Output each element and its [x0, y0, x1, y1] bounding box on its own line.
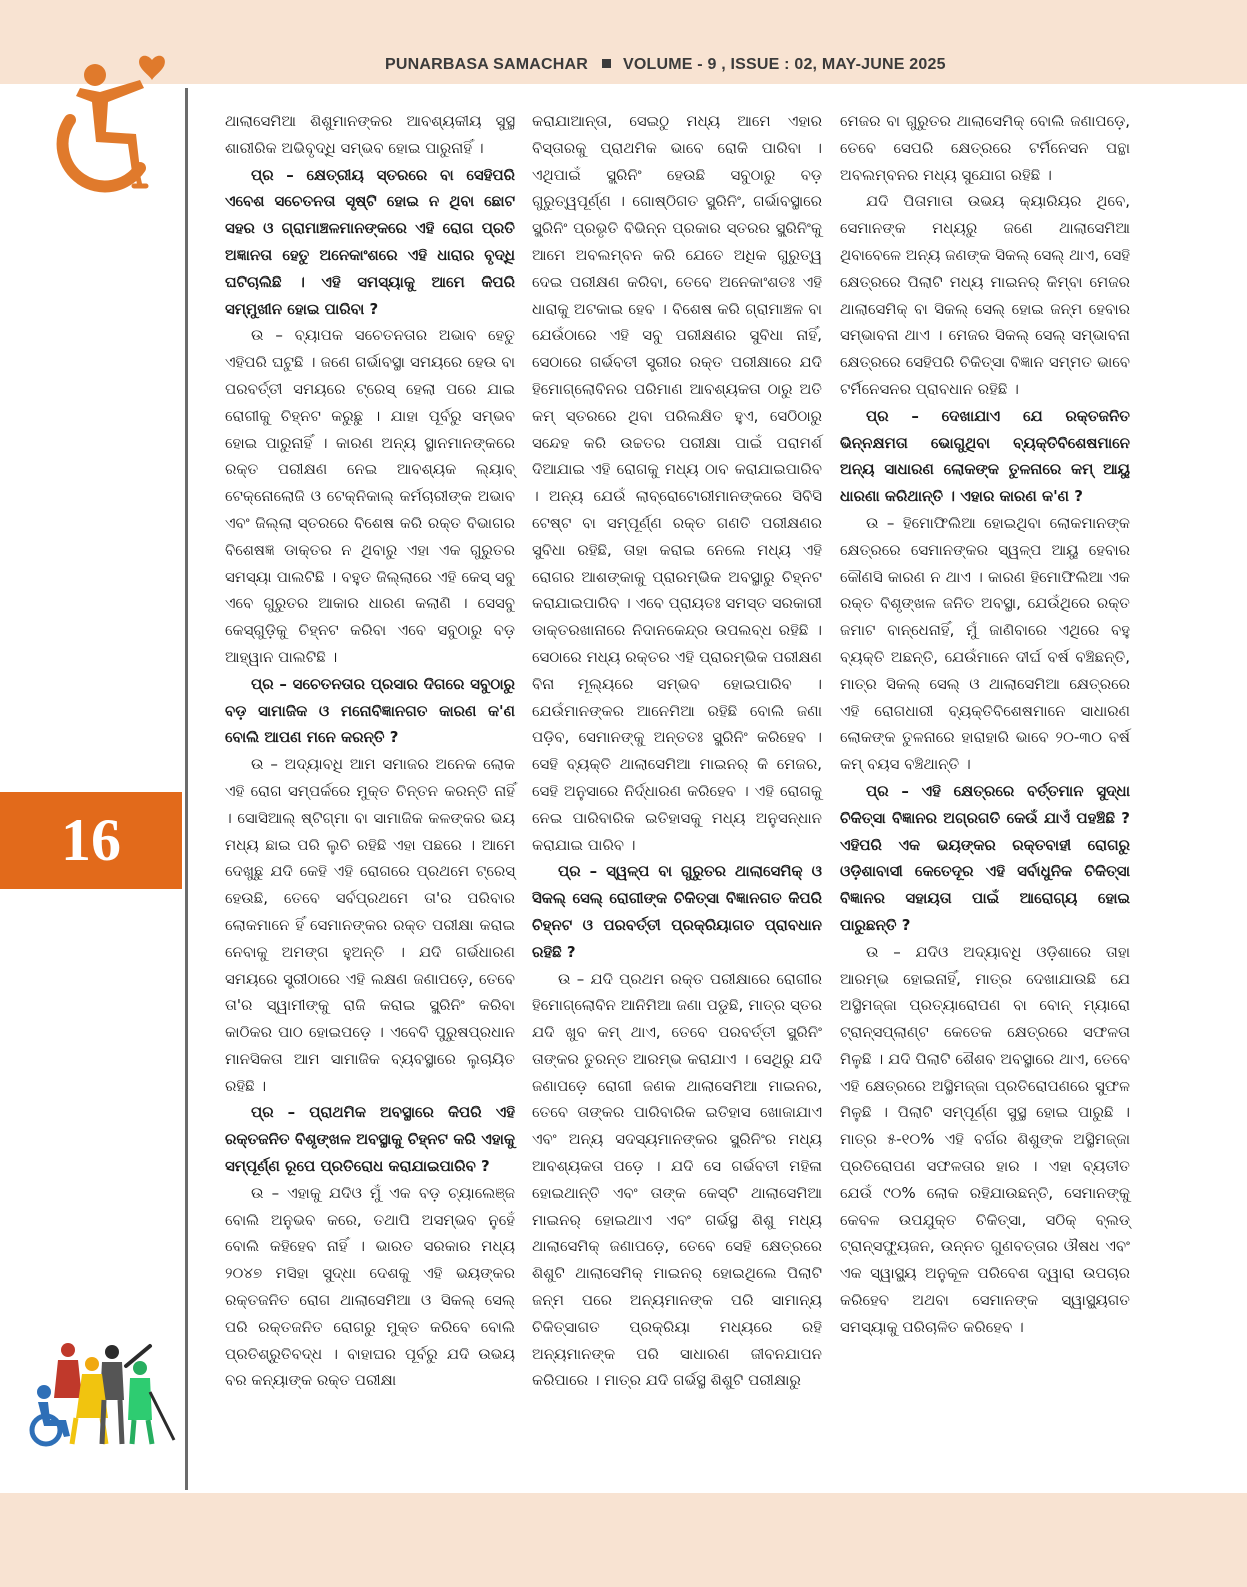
question: ପ୍ର – ସ୍ୱଳ୍ପ ବା ଗୁରୁତର ଥାଲାସେମିକ୍ ଓ ସିକଲ୍ ସେଲ୍ ରୋଗୀଙ୍କ ଚିକିତ୍ସା ବିଜ୍ଞାନଗତ କିପରି ଚିହ୍ନଟ ଓ ପରବର୍ତ୍ତୀ ପ୍ରକ୍ରିୟାଗତ ପ୍ରାବଧାନ ରହିଛି ? [532, 862, 822, 961]
article-column-2 [532, 108, 822, 1394]
answer: ଉ – ଯଦିଓ ଅଦ୍ୟାବଧି ଓଡ଼ିଶାରେ ତାହା ଆରମ୍ଭ ହୋଇନାହିଁ, ମାତ୍ର ଦେଖାଯାଉଛି ଯେ ଅସ୍ଥିମଜ୍ଜା ପ୍ରତ୍ୟାରୋପଣ ବା ବୋନ୍ ମ୍ୟାରୋ ଟ୍ରାନ୍ସପ୍ଲାଣ୍ଟ କେତେକ କ୍ଷେତ୍ରରେ ସଫଳତା ମିଳୁଛି । ଯଦି ପିଲାଟି ଶୈଶବ ଅବସ୍ଥାରେ ଥାଏ, ତେବେ ଏହି କ୍ଷେତ୍ରରେ ଅସ୍ଥିମଜ୍ଜା ପ୍ରତିରୋପଣରେ ସୁଫଳ ମିଳୁଛି । ପିଲାଟି ସମ୍ପୂର୍ଣ୍ଣ ସୁସ୍ଥ ହୋଇ ପାରୁଛି । ମାତ୍ର ୫-୧୦% ଏହି ବର୍ଗର ଶିଶୁଙ୍କ ଅସ୍ଥିମଜ୍ଜା ପ୍ରତିରୋପଣ ସଫଳତାର ହାର । ଏହା ବ୍ୟତୀତ ଯେଉଁ ୯୦% ଲୋକ ରହିଯାଉଛନ୍ତି, ସେମାନଙ୍କୁ କେବଳ ଉପଯୁକ୍ତ ଚିକିତ୍ସା, ସଠିକ୍ ବ୍ଲଡ୍ ଟ୍ରାନ୍ସଫ୍ୟୁଜନ, ଉନ୍ନତ ଗୁଣବତ୍ତାର ଔଷଧ ଏବଂ ଏକ ସ୍ୱାସ୍ଥ୍ୟ ଅନୁକୂଳ ପରିବେଶ ଦ୍ୱାରା ଉପଚାର କରିହେବ ଅଥବା ସେମାନଙ୍କ ସ୍ୱାସ୍ଥ୍ୟଗତ ସମସ୍ୟାକୁ ପରିଚାଳିତ କରିହେବ । [840, 942, 1130, 1336]
answer: ଉ – ଯଦି ପ୍ରଥମ ରକ୍ତ ପରୀକ୍ଷାରେ ରୋଗୀର ହିମୋଗ୍ଲୋବିନ ଆନିମିଆ ଜଣା ପଡୁଛି, ମାତ୍ର ସ୍ତର ଯଦି ଖୁବ କମ୍ ଥାଏ, ତେବେ ପରବର୍ତ୍ତୀ ସ୍କ୍ରିନିଂ ତାଙ୍କର ତୁରନ୍ତ ଆରମ୍ଭ କରାଯାଏ । ସେଥିରୁ ଯଦି ଜଣାପଡ଼େ ରୋଗୀ ଜଣକ ଥାଲାସେମିଆ ମାଇନର, ତେବେ ତାଙ୍କର ପାରିବାରିକ ଇତିହାସ ଖୋଜାଯାଏ ଏବଂ ଅନ୍ୟ ସଦସ୍ୟମାନଙ୍କର ସ୍କ୍ରିନିଂର ମଧ୍ୟ ଆବଶ୍ୟକତା ପଡ଼େ । ଯଦି ସେ ଗର୍ଭବତୀ ମହିଳା ହୋଇଥାନ୍ତି ଏବଂ ତାଙ୍କ କେସ୍‌ଟି ଥାଲାସେମିଆ ମାଇନର୍ ହୋଇଥାଏ ଏବଂ ଗର୍ଭସ୍ଥ ଶିଶୁ ମଧ୍ୟ ଥାଲାସେମିକ୍ ଜଣାପଡ଼େ, ତେବେ ସେହି କ୍ଷେତ୍ରରେ ଶିଶୁଟି ଥାଲାସେମିକ୍ ମାଇନର୍ ହୋଇଥିଲେ ପିଲାଟି ଜନ୍ମ ପରେ ଅନ୍ୟମାନଙ୍କ ପରି ସାମାନ୍ୟ ଚିକିତ୍ସାଗତ ପ୍ରକ୍ରିୟା ମଧ୍ୟରେ ରହି ଅନ୍ୟମାନଙ୍କ ପରି ସାଧାରଣ ଜୀବନଯାପନ କରିପାରେ । ମାତ୍ର ଯଦି ଗର୍ଭସ୍ଥ ଶିଶୁଟି ପରୀକ୍ଷାରୁ [532, 969, 822, 1390]
page-number: 16 [61, 807, 121, 873]
column-divider [185, 88, 188, 1490]
paragraph: କରାଯାଆନ୍ତା, ସେଇଠୁ ମଧ୍ୟ ଆମେ ଏହାର ବିସ୍ତାରକୁ ପ୍ରାଥମିକ ଭାବେ ରୋକି ପାରିବା । ଏଥିପାଇଁ ସ୍କ୍ରିନିଂ ହେଉଛି ସବୁଠାରୁ ବଡ଼ ଗୁରୁତ୍ୱପୂର୍ଣ୍ଣ । ଗୋଷ୍ଠିଗତ ସ୍କ୍ରିନିଂ, ଗର୍ଭାବସ୍ଥାରେ ସ୍କ୍ରିନିଂ ପ୍ରଭୃତି ବିଭିନ୍ନ ପ୍ରକାର ସ୍ତରର ସ୍କ୍ରିନିଂକୁ ଆମେ ଅବଲମ୍ବନ କରି ଯେତେ ଅଧିକ ଗୁରୁତ୍ୱ ଦେଇ ପରୀକ୍ଷଣ କରିବା, ତେବେ ଅନେକାଂଶତଃ ଏହି ଧାରାକୁ ଅଟକାଇ ହେବ । ବିଶେଷ କରି ଗ୍ରାମାଞ୍ଚଳ ବା ଯେଉଁଠାରେ ଏହି ସବୁ ପରୀକ୍ଷଣର ସୁବିଧା ନାହିଁ, ସେଠାରେ ଗର୍ଭବତୀ ସ୍ତ୍ରୀର ରକ୍ତ ପରୀକ୍ଷାରେ ଯଦି ହିମୋଗ୍ଲୋବିନର ପରିମାଣ ଆବଶ୍ୟକତା ଠାରୁ ଅତି କମ୍ ସ୍ତରରେ ଥିବା ପରିଲକ୍ଷିତ ହୁଏ, ସେଠିଠାରୁ ସନ୍ଦେହ କରି ଉଚ୍ଚତର ପରୀକ୍ଷା ପାଇଁ ପରାମର୍ଶ ଦିଆଯାଇ ଏହି ରୋଗକୁ ମଧ୍ୟ ଠାବ କରାଯାଇପାରିବ । ଅନ୍ୟ ଯେଉଁ ଲାବ୍ରୋଟୋରୀମାନଙ୍କରେ ସିବିସି ଟେଷ୍ଟ ବା ସମ୍ପୂର୍ଣ୍ଣ ରକ୍ତ ଗଣତି ପରୀକ୍ଷଣର ସୁବିଧା ରହିଛି, ତାହା କରାଇ ନେଲେ ମଧ୍ୟ ଏହି ରୋଗର ଆଶଙ୍କାକୁ ପ୍ରାରମ୍ଭିକ ଅବସ୍ଥାରୁ ଚିହ୍ନଟ କରାଯାଇପାରିବ । ଏବେ ପ୍ରାୟତଃ ସମସ୍ତ ସରକାରୀ ଡାକ୍ତରଖାନାରେ ନିଦାନକେନ୍ଦ୍ର ଉପଲବ୍ଧ ରହିଛି । ସେଠାରେ ମଧ୍ୟ ରକ୍ତର ଏହି ପ୍ରାରମ୍ଭିକ ପରୀକ୍ଷଣ ବିନା ମୂଲ୍ୟରେ ସମ୍ଭବ ହୋଇପାରିବ । ଯେଉଁମାନଙ୍କର ଆନେମିଆ ରହିଛି ବୋଲି ଜଣା ପଡ଼ିବ, ସେମାନଙ୍କୁ ଅନ୍ତତଃ ସ୍କ୍ରିନିଂ କରିହେବ । ସେହି ବ୍ୟକ୍ତି ଥାଲାସେମିଆ ମାଇନର୍ କି ମେଜର, ସେହି ଅନୁସାରେ ନିର୍ଦ୍ଧାରଣ କରିହେବ । ଏହି ରୋଗକୁ ନେଇ ପାରିବାରିକ ଇତିହାସକୁ ମଧ୍ୟ ଅନୁସନ୍ଧାନ କରାଯାଇ ପାରିବ । [532, 112, 822, 854]
page-number-box [0, 792, 182, 889]
answer: ଉ – ଅଦ୍ୟାବଧି ଆମ ସମାଜର ଅନେକ ଲୋକ ଏହି ରୋଗ ସମ୍ପର୍କରେ ମୁକ୍ତ ଚିନ୍ତନ କରନ୍ତି ନାହିଁ । ସୋସିଆଲ୍ ଷ୍ଟିଗ୍ମା ବା ସାମାଜିକ କଳଙ୍କର ଭୟ ମଧ୍ୟ ଛାଇ ପରି ଲୁଚି ରହିଛି ଏହା ପଛରେ । ଆମେ ଦେଖୁଛୁ ଯଦି କେହି ଏହି ରୋଗରେ ପ୍ରଥମେ ଟ୍ରେସ୍ ହେଉଛି, ତେବେ ସର୍ବପ୍ରଥମେ ତା'ର ପରିବାର ଲୋକମାନେ ହିଁ ସେମାନଙ୍କର ରକ୍ତ ପରୀକ୍ଷା କରାଇ ନେବାକୁ ଅମଙ୍ଗ ହୁଅନ୍ତି । ଯଦି ଗର୍ଭଧାରଣ ସମୟରେ ସ୍ତ୍ରୀଠାରେ ଏହି ଲକ୍ଷଣ ଜଣାପଡ଼େ, ତେବେ ତା'ର ସ୍ୱାମୀଙ୍କୁ ରାଜି କରାଇ ସ୍କ୍ରିନିଂ କରିବା କାଠିକର ପାଠ ହୋଇପଡ଼େ । ଏବେବି ପୁରୁଷପ୍ରଧାନ ମାନସିକତା ଆମ ସାମାଜିକ ବ୍ୟବସ୍ଥାରେ ଲୁଚାୟିତ ରହିଛି । [225, 755, 515, 1095]
question: ପ୍ର – ଏହି କ୍ଷେତ୍ରରେ ବର୍ତ୍ତମାନ ସୁଦ୍ଧା ଚିକିତ୍ସା ବିଜ୍ଞାନର ଅଗ୍ରଗତି କେଉଁ ଯାଏଁ ପହଞ୍ଚିଛି ? ଏହିପରି ଏକ ଭୟଙ୍କର ରକ୍ତବାହୀ ରୋଗରୁ ଓଡ଼ିଶାବାସୀ କେତେଦୂର ଏହି ସର୍ବାଧୁନିକ ଚିକିତ୍ସା ବିଜ୍ଞାନର ସହାୟତା ପାଇଁ ଆରୋଗ୍ୟ ହୋଇ ପାରୁଛନ୍ତି ? [840, 781, 1130, 934]
square-bullet-icon [602, 59, 611, 68]
publication-name: PUNARBASA SAMACHAR [385, 56, 589, 73]
footer-band [0, 1493, 1247, 1587]
paragraph: ଯଦି ପିତାମାତା ଉଭୟ କ୍ୟାରିୟର ଥିବେ, ସେମାନଙ୍କ ମଧ୍ୟରୁ ଜଣେ ଥାଲାସେମିଆ ଥିବାବେଳେ ଅନ୍ୟ ଜଣଙ୍କ ସିକଲ୍ ସେଲ୍ ଥାଏ, ସେହି କ୍ଷେତ୍ରରେ ପିଲାଟି ମଧ୍ୟ ମାଇନର୍ କିମ୍ବା ମେଜର ଥାଲାସେମିକ୍ ବା ସିକଲ୍ ସେଲ୍ ହୋଇ ଜନ୍ମ ହେବାର ସମ୍ଭାବନା ଥାଏ । ମେଜର ସିକଲ୍ ସେଲ୍ ସମ୍ଭାବନା କ୍ଷେତ୍ରରେ ସେହିପରି ଚିକିତ୍ସା ବିଜ୍ଞାନ ସମ୍ମତ ଭାବେ ଟର୍ମିନେସନର ପ୍ରାବଧାନ ରହିଛି । [840, 192, 1130, 398]
article-column-1 [225, 108, 515, 1394]
answer: ଉ – ବ୍ୟାପକ ସଚେତନତାର ଅଭାବ ହେତୁ ଏହିପରି ଘଟୁଛି । ଜଣେ ଗର୍ଭାବସ୍ଥା ସମୟରେ ହେଉ ବା ପରବର୍ତ୍ତୀ ସମୟରେ ଟ୍ରେସ୍ ହେଲା ପରେ ଯାଇ ରୋଗୀକୁ ଚିହ୍ନଟ କରୁଛୁ । ଯାହା ପୂର୍ବରୁ ସମ୍ଭବ ହୋଇ ପାରୁନାହିଁ । କାରଣ ଅନ୍ୟ ସ୍ଥାନମାନଙ୍କରେ ରକ୍ତ ପରୀକ୍ଷଣ ନେଇ ଆବଶ୍ୟକ ଲ୍ୟାବ୍ ଟେକ୍ନୋଲୋଜି ଓ ଟେକ୍ନିକାଲ୍ କର୍ମଚାରୀଙ୍କ ଅଭାବ ଏବଂ ଜିଲ୍ଲା ସ୍ତରରେ ବିଶେଷ କରି ରକ୍ତ ବିଭାଗର ବିଶେଷଜ୍ଞ ଡାକ୍ତର ନ ଥିବାରୁ ଏହା ଏକ ଗୁରୁତର ସମସ୍ୟା ପାଲଟିଛି । ବହୁତ ଜିଲ୍ଲାରେ ଏହି କେସ୍ ସବୁ ଏବେ ଗୁରୁତର ଆକାର ଧାରଣ କଲାଣି । ସେସବୁ କେସ୍‌ଗୁଡ଼ିକୁ ଚିହ୍ନଟ କରିବା ଏବେ ସବୁଠାରୁ ବଡ଼ ଆହ୍ୱାନ ପାଲଟିଛି । [225, 326, 515, 666]
wheelchair-logo-icon [40, 50, 170, 200]
question: ପ୍ର – ପ୍ରାଥମିକ ଅବସ୍ଥାରେ କିପରି ଏହି ରକ୍ତଜନିତ ବିଶୃଙ୍ଖଳ ଅବସ୍ଥାକୁ ଚିହ୍ନଟ କରି ଏହାକୁ ସମ୍ପୂର୍ଣ୍ଣ ରୂପେ ପ୍ରତିରୋଧ କରାଯାଇପାରିବ ? [225, 1103, 515, 1176]
article-column-3 [840, 108, 1130, 1341]
paragraph: ଥାଲାସେମିଆ ଶିଶୁମାନଙ୍କର ଆବଶ୍ୟକୀୟ ସୁସ୍ଥ ଶାରୀରିକ ଅଭିବୃଦ୍ଧି ସମ୍ଭବ ହୋଇ ପାରୁନାହିଁ । [225, 112, 515, 157]
paragraph: ମେଜର ବା ଗୁରୁତର ଥାଲାସେମିକ୍ ବୋଲି ଜଣାପଡ଼େ, ତେବେ ସେପରି କ୍ଷେତ୍ରରେ ଟର୍ମିନେସନ ପନ୍ଥା ଅବଲମ୍ବନର ମଧ୍ୟ ସୁଯୋଗ ରହିଛି । [840, 112, 1130, 184]
diverse-people-icon [22, 1340, 182, 1450]
question: ପ୍ର – ସଚେତନତାର ପ୍ରସାର ଦିଗରେ ସବୁଠାରୁ ବଡ଼ ସାମାଜିକ ଓ ମନୋବିଜ୍ଞାନଗତ କାରଣ କ'ଣ ବୋଲି ଆପଣ ମନେ କରନ୍ତି ? [225, 674, 515, 747]
answer: ଉ – ହିମୋଫିଲିଆ ହୋଇଥିବା ଲୋକମାନଙ୍କ କ୍ଷେତ୍ରରେ ସେମାନଙ୍କର ସ୍ୱଳ୍ପ ଆୟୁ ହେବାର କୌଣସି କାରଣ ନ ଥାଏ । କାରଣ ହିମୋଫିଲିଆ ଏକ ରକ୍ତ ବିଶୃଙ୍ଖଳ ଜନିତ ଅବସ୍ଥା, ଯେଉଁଥିରେ ରକ୍ତ ଜମାଟ ବାନ୍ଧେନାହିଁ, ମୁଁ ଜାଣିବାରେ ଏଥିରେ ବହୁ ବ୍ୟକ୍ତି ଅଛନ୍ତି, ଯେଉଁମାନେ ଦୀର୍ଘ ବର୍ଷ ବଞ୍ଚିଛନ୍ତି, ମାତ୍ର ସିକଲ୍ ସେଲ୍ ଓ ଥାଲାସେମିଆ କ୍ଷେତ୍ରରେ ଏହି ରୋଗଧାରୀ ବ୍ୟକ୍ତିବିଶେଷମାନେ ସାଧାରଣ ଲୋକଙ୍କ ତୁଳନାରେ ହାରାହାରି ଭାବେ ୨୦-୩୦ ବର୍ଷ କମ୍ ବୟସ ବଞ୍ଚିଥାନ୍ତି । [840, 513, 1130, 774]
issue-info: VOLUME - 9 , ISSUE : 02, MAY-JUNE 2025 [623, 56, 946, 73]
question: ପ୍ର – ଦେଖାଯାଏ ଯେ ରକ୍ତଜନିତ ଭିନ୍ନକ୍ଷମତା ଭୋଗୁଥିବା ବ୍ୟକ୍ତିବିଶେଷମାନେ ଅନ୍ୟ ସାଧାରଣ ଲୋକଙ୍କ ତୁଳନାରେ କମ୍ ଆୟୁ ଧାରଣା କରିଥାନ୍ତି । ଏହାର କାରଣ କ'ଣ ? [840, 406, 1130, 506]
question: ପ୍ର – କ୍ଷେତ୍ରୀୟ ସ୍ତରରେ ବା ସେହିପରି ଏବେଶ ସଚେତନତା ସୃଷ୍ଟି ହୋଇ ନ ଥିବା ଛୋଟ ସହର ଓ ଗ୍ରାମାଞ୍ଚଳମାନଙ୍କରେ ଏହି ରୋଗ ପ୍ରତି ଅଜ୍ଞାନତା ହେତୁ ଅନେକାଂଶରେ ଏହି ଧାରାର ବୃଦ୍ଧି ଘଟିଚାଲିଛି । ଏହି ସମସ୍ୟାକୁ ଆମେ କିପରି ସମ୍ମୁଖୀନ ହୋଇ ପାରିବା ? [225, 165, 515, 318]
answer: ଉ – ଏହାକୁ ଯଦିଓ ମୁଁ ଏକ ବଡ଼ ଚ୍ୟାଲେଞ୍ଜ ବୋଲି ଅନୁଭବ କରେ, ତଥାପି ଅସମ୍ଭବ ନୁହେଁ ବୋଲି କହିହେବ ନାହିଁ । ଭାରତ ସରକାର ମଧ୍ୟ ୨୦୪୭ ମସିହା ସୁଦ୍ଧା ଦେଶକୁ ଏହି ଭୟଙ୍କର ରକ୍ତଜନିତ ରୋଗ ଥାଲାସେମିଆ ଓ ସିକଲ୍ ସେଲ୍ ପରି ରକ୍ତଜନିତ ରୋଗରୁ ମୁକ୍ତ କରିବେ ବୋଲି ପ୍ରତିଶ୍ରୁତିବଦ୍ଧ । ବାହାଘର ପୂର୍ବରୁ ଯଦି ଉଭୟ ବର କନ୍ୟାଙ୍କ ରକ୍ତ ପରୀକ୍ଷା [225, 1183, 515, 1390]
running-header [385, 56, 946, 74]
